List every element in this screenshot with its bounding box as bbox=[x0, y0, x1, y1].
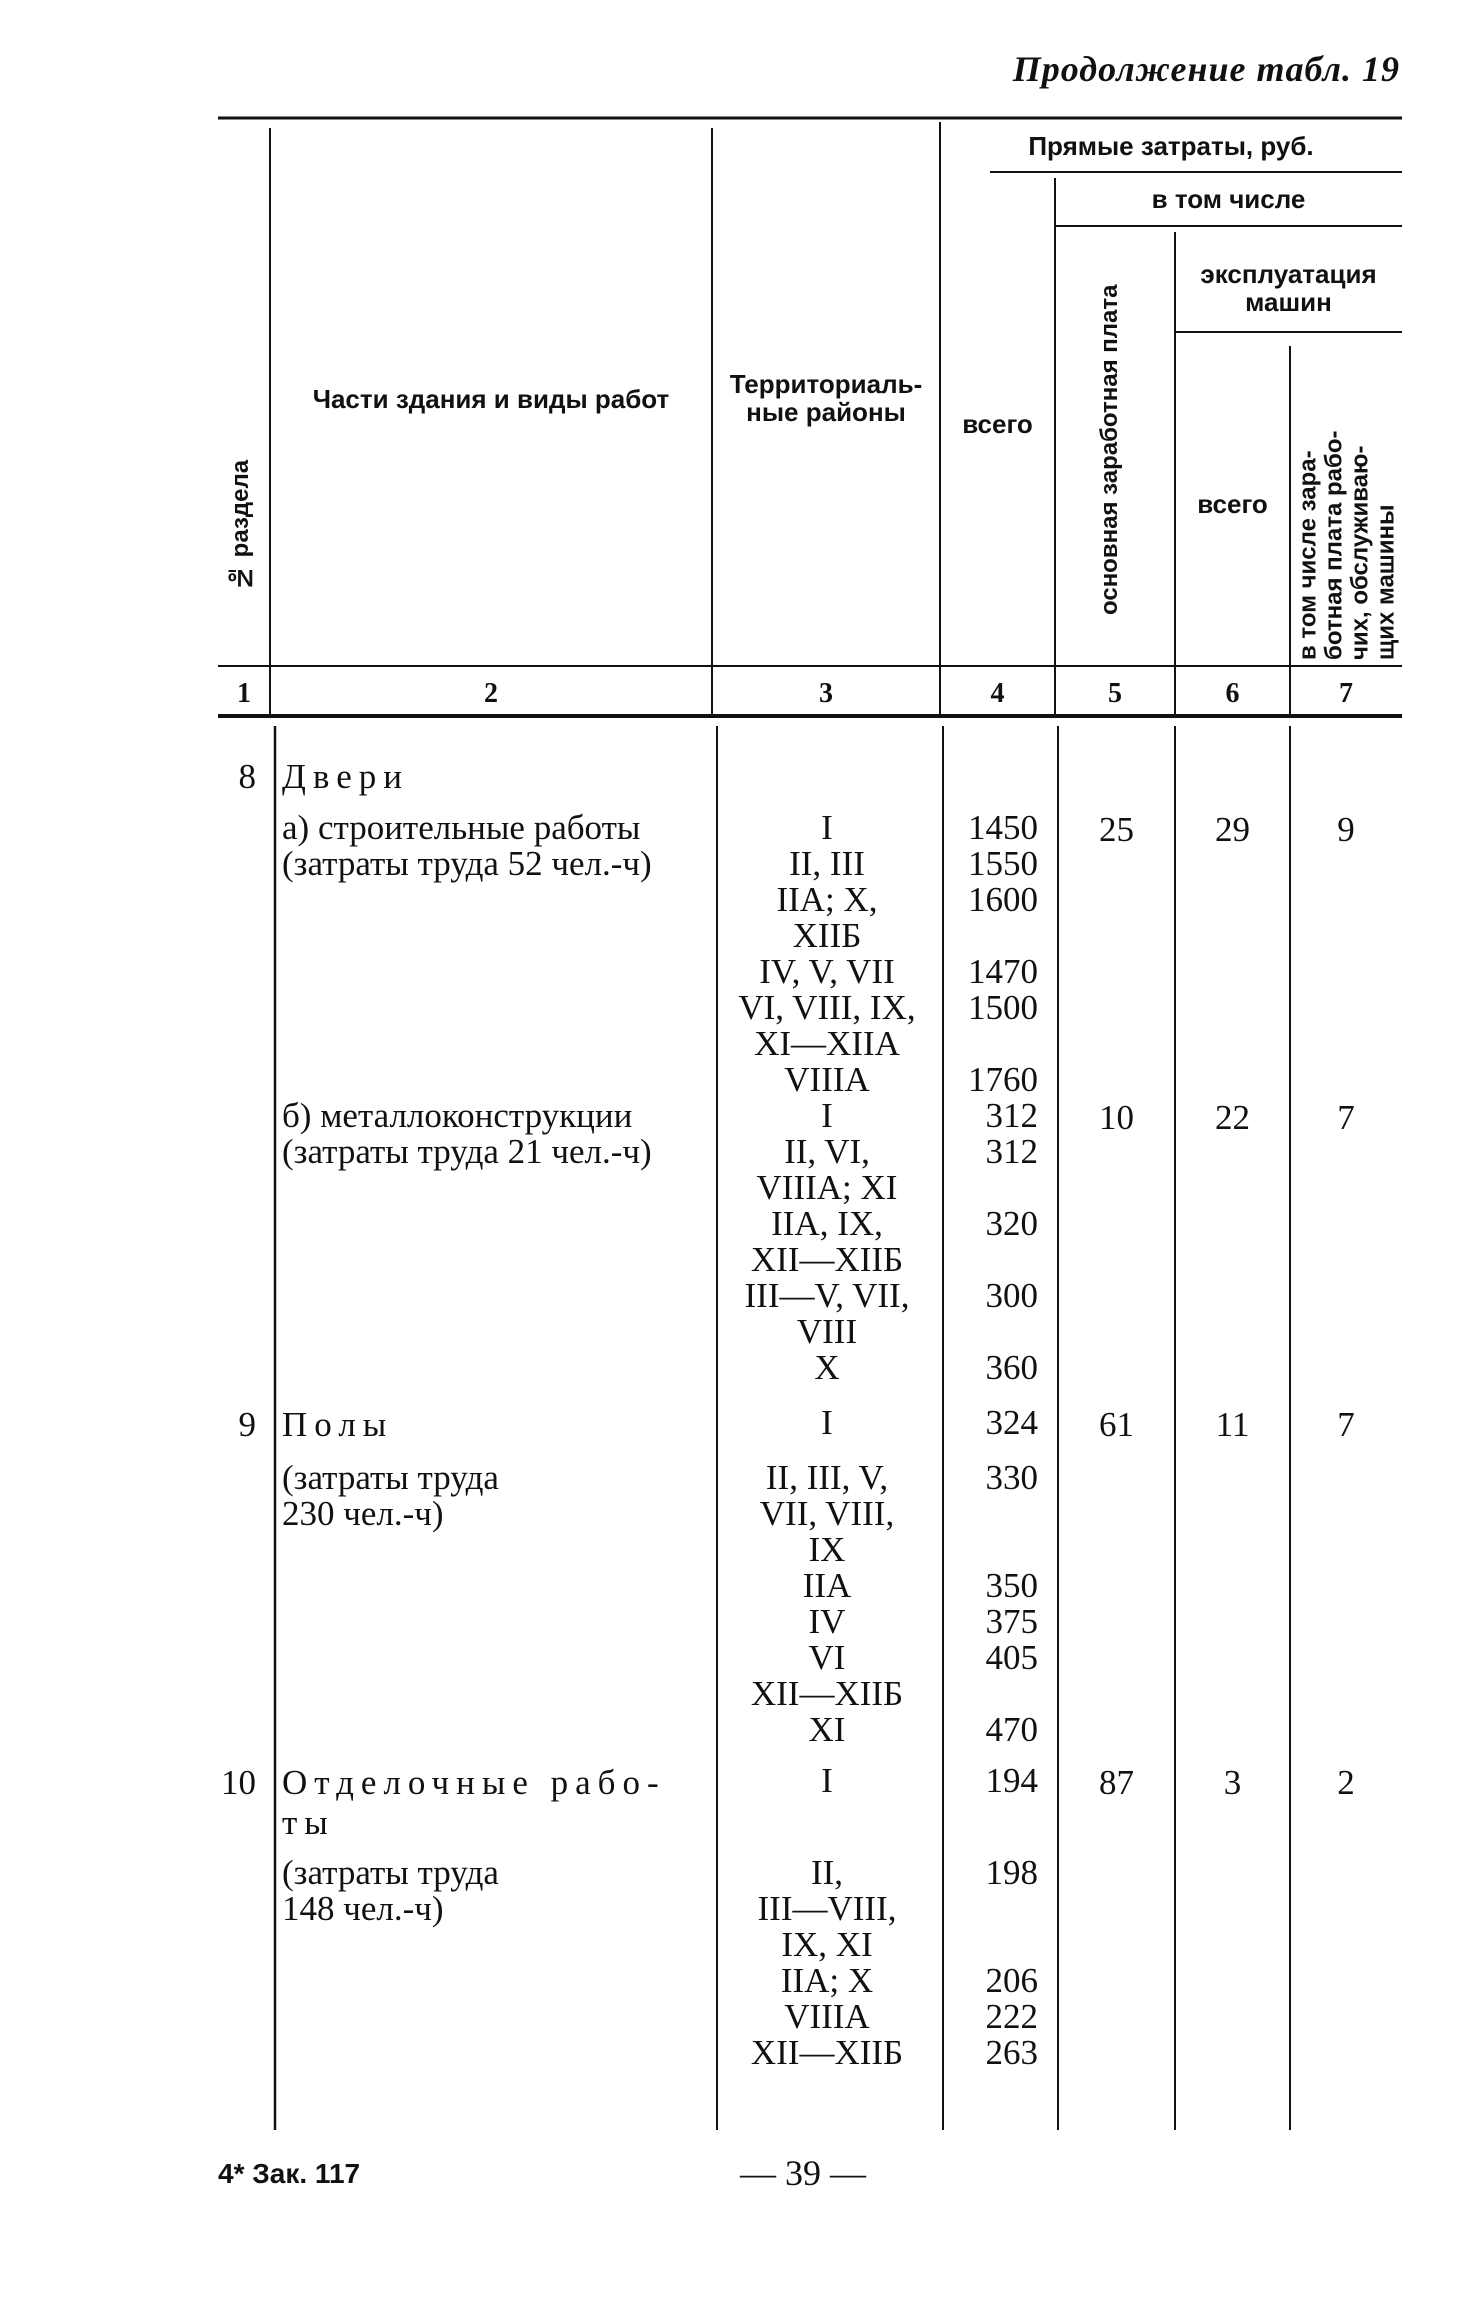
item-regions: I II, III IIА; X, XIIБ IV, V, VII VI, VIII, IX, XI—XIIА VIIIА bbox=[738, 808, 916, 1099]
item-machine-total: 29 bbox=[1215, 810, 1250, 849]
section-number: 9 bbox=[238, 1405, 256, 1444]
item-base-wage: 10 bbox=[1099, 1098, 1134, 1137]
header-including: в том числе bbox=[1151, 184, 1306, 214]
column-number: 6 bbox=[1225, 678, 1240, 709]
footer-order-number: 4* Зак. 117 bbox=[218, 2158, 361, 2189]
column-number: 7 bbox=[1339, 678, 1353, 709]
header-base-wage: основная заработная плата bbox=[1096, 284, 1123, 616]
item-totals: 1450 1550 1600 1470 1500 1760 bbox=[968, 808, 1038, 1099]
section-title: Отделочные рабо- ты bbox=[282, 1763, 666, 1842]
header-territorial-regions: Территориаль- ные районы bbox=[729, 369, 923, 427]
column-number: 4 bbox=[990, 678, 1005, 709]
section-title: Полы bbox=[282, 1405, 394, 1444]
header-machine-total: всего bbox=[1197, 489, 1268, 519]
item-regions: II, III, V, VII, VIII, IX IIА IV VI XII—XIIБ XI bbox=[750, 1458, 904, 1749]
item-totals: 312 312 320 300 360 bbox=[985, 1096, 1038, 1387]
item-totals: 330 350 375 405 470 bbox=[985, 1458, 1038, 1749]
item-machine-total: 3 bbox=[1223, 1763, 1242, 1802]
item-machine-wage: 9 bbox=[1337, 810, 1355, 849]
item-regions: I bbox=[821, 1761, 833, 1800]
item-machine-wage: 2 bbox=[1337, 1763, 1355, 1802]
item-machine-total: 22 bbox=[1215, 1098, 1250, 1137]
item-description: б) металлоконструкции (затраты труда 21 чел.-ч) bbox=[282, 1096, 652, 1171]
item-machine-wage: 7 bbox=[1337, 1405, 1355, 1444]
item-description: (затраты труда 148 чел.-ч) bbox=[282, 1853, 499, 1928]
header-parts-of-building: Части здания и виды работ bbox=[312, 384, 670, 414]
header-section-number: № раздела bbox=[227, 459, 254, 591]
column-number: 5 bbox=[1108, 678, 1122, 709]
item-regions: I II, VI, VIIIА; XI IIА, IX, XII—XIIБ III—V, VII, VIII X bbox=[744, 1096, 910, 1387]
page-number: — 39 — bbox=[740, 2153, 866, 2193]
item-description: а) строительные работы (затраты труда 52 чел.-ч) bbox=[282, 808, 652, 883]
item-totals: 198 206 222 263 bbox=[985, 1853, 1038, 2072]
item-base-wage: 61 bbox=[1099, 1405, 1134, 1444]
section-number: 8 bbox=[238, 757, 256, 796]
item-totals: 324 bbox=[985, 1403, 1038, 1442]
section-title: Двери bbox=[282, 757, 409, 796]
header-direct-costs: Прямые затраты, руб. bbox=[1028, 131, 1314, 161]
column-number: 2 bbox=[484, 678, 498, 709]
item-totals: 194 bbox=[985, 1761, 1038, 1800]
header-machine-operation: эксплуатация машин bbox=[1200, 259, 1377, 317]
section-number: 10 bbox=[221, 1763, 256, 1802]
item-base-wage: 87 bbox=[1099, 1763, 1134, 1802]
table-caption: Продолжение табл. 19 bbox=[1012, 49, 1400, 89]
item-base-wage: 25 bbox=[1099, 810, 1134, 849]
item-regions: II, III—VIII, IX, XI IIА; X VIIIА XII—XIIБ bbox=[750, 1853, 904, 2072]
header-machine-wage: в том числе зара- ботная плата рабо- чих, обслуживаю- щих машины bbox=[1294, 430, 1400, 660]
item-regions: I bbox=[821, 1403, 833, 1442]
item-description: (затраты труда 230 чел.-ч) bbox=[282, 1458, 499, 1533]
column-number: 3 bbox=[819, 678, 833, 709]
column-number: 1 bbox=[237, 678, 251, 709]
header-total: всего bbox=[962, 409, 1033, 439]
item-machine-total: 11 bbox=[1215, 1405, 1250, 1444]
item-machine-wage: 7 bbox=[1337, 1098, 1355, 1137]
